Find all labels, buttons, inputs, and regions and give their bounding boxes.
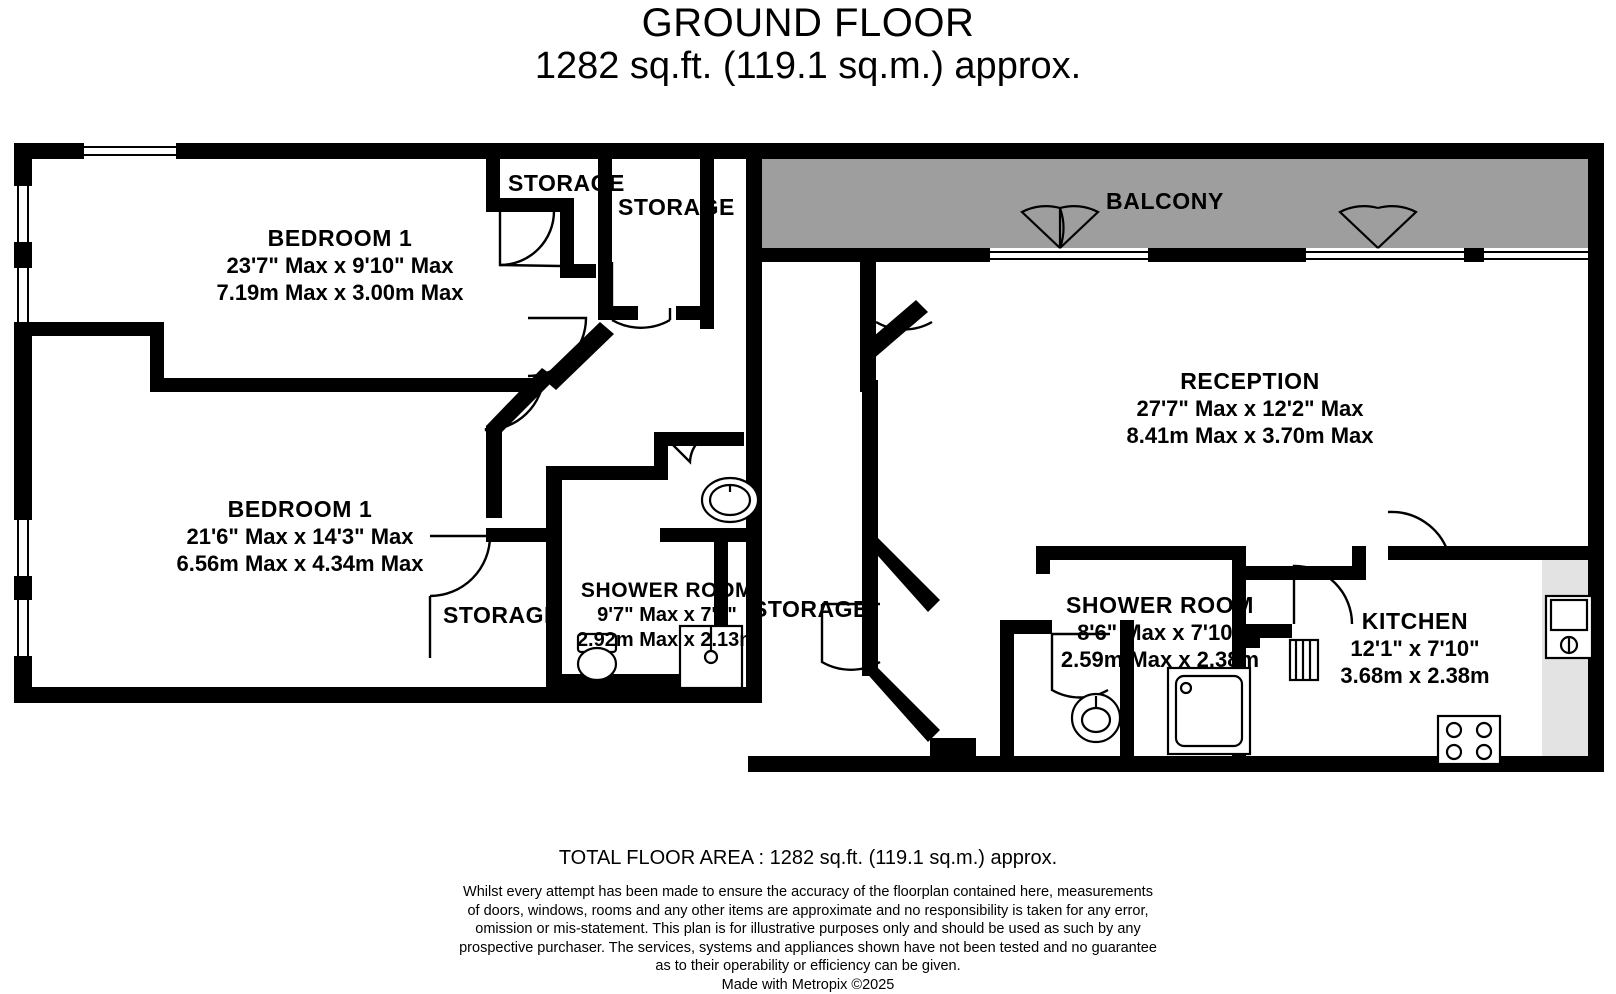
- storage-label-1: STORAGE: [508, 170, 625, 197]
- room-dim-metric: 2.59m Max x 2.38m: [1010, 646, 1310, 673]
- room-label-balcony: [1040, 188, 1290, 215]
- room-dim-metric: 3.68m x 2.38m: [1290, 662, 1540, 689]
- room-name: SHOWER ROOM: [1010, 592, 1310, 619]
- storage-label-2: STORAGE: [618, 194, 735, 221]
- disclaimer-line: omission or mis-statement. This plan is for illustrative purposes only and should be used as such by any: [0, 920, 1616, 939]
- room-dim-imperial: 27'7" Max x 12'2" Max: [1040, 395, 1460, 422]
- room-name: KITCHEN: [1290, 608, 1540, 635]
- room-label-shower-room-right: [1010, 592, 1310, 673]
- room-dim-imperial: 23'7" Max x 9'10" Max: [120, 252, 560, 279]
- room-name: BEDROOM 1: [80, 496, 520, 523]
- disclaimer-line: Whilst every attempt has been made to ensure the accuracy of the floorplan contained here, measurements: [0, 883, 1616, 902]
- room-dim-imperial: 21'6" Max x 14'3" Max: [80, 523, 520, 550]
- room-label-reception: [1040, 368, 1460, 449]
- page-subtitle-area: 1282 sq.ft. (119.1 sq.m.) approx.: [0, 44, 1616, 88]
- storage-label-3: STORAGE: [443, 602, 560, 629]
- room-name: SHOWER ROOM: [542, 578, 792, 603]
- room-label-bedroom-1-top: [120, 225, 560, 306]
- room-dim-metric: 7.19m Max x 3.00m Max: [120, 279, 560, 306]
- page-title: GROUND FLOOR: [0, 0, 1616, 44]
- room-name: BEDROOM 1: [120, 225, 560, 252]
- hob-icon: [1438, 716, 1500, 764]
- room-dim-imperial: 12'1" x 7'10": [1290, 635, 1540, 662]
- footer-total-area: TOTAL FLOOR AREA : 1282 sq.ft. (119.1 sq.m.) approx.: [0, 845, 1616, 871]
- disclaimer-line: of doors, windows, rooms and any other items are approximate and no responsibility is taken for any error,: [0, 902, 1616, 921]
- room-label-bedroom-1-bottom: [80, 496, 520, 577]
- room-label-kitchen: [1290, 608, 1540, 689]
- footer-made-with: Made with Metropix ©2025: [0, 976, 1616, 994]
- room-dim-imperial: 9'7" Max x 7'0": [542, 603, 792, 628]
- storage-label-4: STORAGE: [752, 596, 869, 623]
- room-dim-metric: 6.56m Max x 4.34m Max: [80, 550, 520, 577]
- room-dim-metric: 8.41m Max x 3.70m Max: [1040, 422, 1460, 449]
- disclaimer-line: prospective purchaser. The services, systems and appliances shown have not been tested and no guarantee: [0, 939, 1616, 958]
- room-name: BALCONY: [1040, 188, 1290, 215]
- disclaimer-line: as to their operability or efficiency can be given.: [0, 957, 1616, 976]
- room-name: RECEPTION: [1040, 368, 1460, 395]
- room-dim-metric: 2.92m Max x 2.13m: [542, 628, 792, 653]
- footer: [0, 845, 1616, 994]
- footer-disclaimer: [0, 883, 1616, 976]
- room-dim-imperial: 8'6" Max x 7'10": [1010, 619, 1310, 646]
